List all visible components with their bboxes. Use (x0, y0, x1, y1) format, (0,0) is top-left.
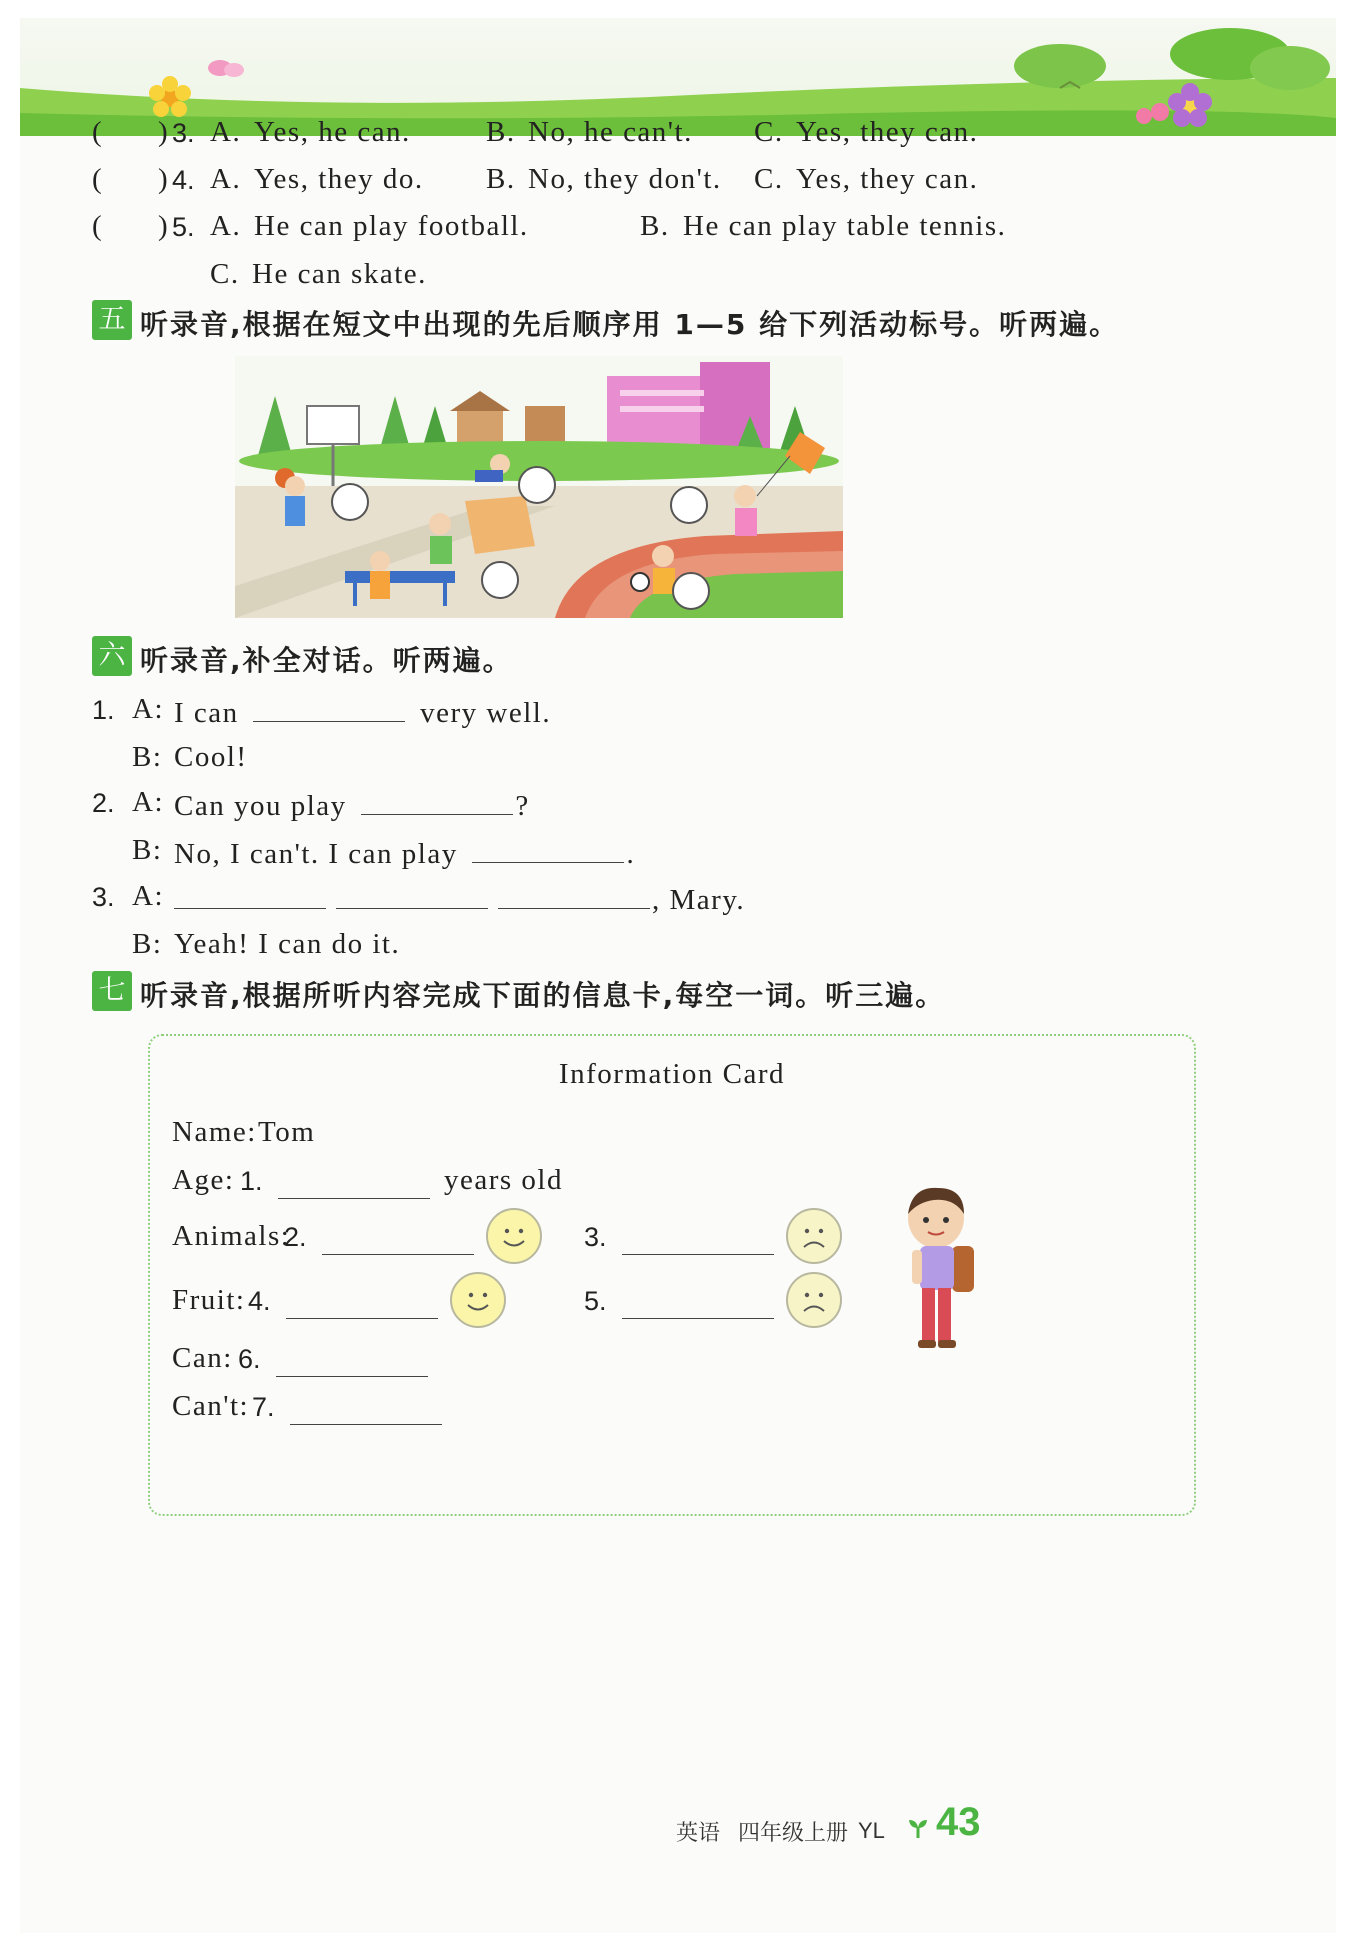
q5-option-a: He can play football. (254, 210, 529, 242)
fruit-blank-5[interactable] (622, 1290, 774, 1319)
q4-number: 4. (172, 165, 195, 195)
dialog-3-a-label: A: (132, 880, 164, 912)
playground-illustration (235, 356, 843, 618)
animals-label: Animals: (172, 1220, 291, 1252)
q4-option-a-letter: A. (210, 163, 242, 195)
q3-option-c: Yes, they can. (796, 116, 979, 148)
sad-face-icon (786, 1208, 842, 1264)
q5-paren: ( (92, 210, 104, 242)
smiley-face-icon (486, 1208, 542, 1264)
q5-number: 5. (172, 212, 195, 242)
q4-option-a: Yes, they do. (254, 163, 424, 195)
q4-paren-close: ) (158, 163, 170, 195)
section-5-title: 听录音,根据在短文中出现的先后顺序用 1—5 给下列活动标号。听两遍。 (140, 308, 1120, 341)
section-6-badge: 六 (92, 636, 132, 676)
fruit-blank-4[interactable] (286, 1290, 438, 1319)
can-number-6: 6. (238, 1344, 261, 1374)
animals-number-2: 2. (284, 1222, 307, 1252)
q3-number: 3. (172, 118, 195, 148)
section-7-badge: 七 (92, 971, 132, 1011)
dialog-1-a-label: A: (132, 693, 164, 725)
dialog-1-number: 1. (92, 695, 115, 725)
cant-label: Can't: (172, 1390, 250, 1422)
dialog-3-blank-2[interactable] (336, 880, 488, 909)
dialog-3-b-text: Yeah! I can do it. (174, 928, 401, 960)
footer-edition: YL (858, 1818, 885, 1843)
information-card (148, 1034, 1196, 1516)
age-blank[interactable] (278, 1170, 430, 1199)
dialog-2-blank-1[interactable] (361, 786, 513, 815)
animals-blank-2[interactable] (322, 1226, 474, 1255)
dialog-1-b-label: B: (132, 741, 163, 773)
dialog-3-blank-1[interactable] (174, 880, 326, 909)
name-value: Tom (258, 1116, 316, 1148)
sad-face-icon (786, 1272, 842, 1328)
can-blank-6[interactable] (276, 1348, 428, 1377)
q4-option-c-letter: C. (754, 163, 784, 195)
q3-option-b-letter: B. (486, 116, 516, 148)
dialog-2-b-label: B: (132, 834, 163, 866)
dialog-2-number: 2. (92, 788, 115, 818)
q5-option-a-letter: A. (210, 210, 242, 242)
section-5-badge: 五 (92, 300, 132, 340)
age-label: Age: (172, 1164, 235, 1196)
q3-option-c-letter: C. (754, 116, 784, 148)
dialog-3-blank-3[interactable] (498, 880, 650, 909)
footer-subject: 英语 (676, 1821, 721, 1846)
q5-paren-close: ) (158, 210, 170, 242)
q3-paren-close: ) (158, 116, 170, 148)
dialog-2-blank-2[interactable] (472, 834, 624, 863)
can-label: Can: (172, 1342, 233, 1374)
dialog-2-b-text: No, I can't. I can play . (174, 834, 635, 871)
animals-blank-3[interactable] (622, 1226, 774, 1255)
dialog-3-number: 3. (92, 882, 115, 912)
q3-paren: ( (92, 116, 104, 148)
q3-option-b: No, he can't. (528, 116, 693, 148)
footer-grade: 四年级上册 (738, 1821, 849, 1846)
name-label: Name: (172, 1116, 257, 1148)
dialog-1-b-text: Cool! (174, 741, 248, 773)
q5-option-c: He can skate. (252, 258, 427, 290)
section-6-title: 听录音,补全对话。听两遍。 (140, 644, 513, 677)
dialog-3-a-text: , Mary. (174, 880, 745, 917)
q4-paren: ( (92, 163, 104, 195)
smiley-face-icon (450, 1272, 506, 1328)
fruit-number-5: 5. (584, 1286, 607, 1316)
dialog-1-a-text: I can very well. (174, 693, 551, 730)
q4-option-b: No, they don't. (528, 163, 722, 195)
dialog-2-a-text: Can you play ? (174, 786, 530, 823)
dialog-3-b-label: B: (132, 928, 163, 960)
q4-option-c: Yes, they can. (796, 163, 979, 195)
fruit-label: Fruit: (172, 1284, 246, 1316)
section-7-title: 听录音,根据所听内容完成下面的信息卡,每空一词。听三遍。 (140, 979, 946, 1012)
card-title: Information Card (558, 1058, 786, 1090)
animals-number-3: 3. (584, 1222, 607, 1252)
age-suffix: years old (444, 1164, 563, 1196)
q5-option-b: He can play table tennis. (683, 210, 1007, 242)
q4-option-b-letter: B. (486, 163, 516, 195)
dialog-1-blank[interactable] (253, 693, 405, 722)
cant-number-7: 7. (252, 1392, 275, 1422)
age-number: 1. (240, 1166, 263, 1196)
dialog-2-a-label: A: (132, 786, 164, 818)
cant-blank-7[interactable] (290, 1396, 442, 1425)
q5-option-b-letter: B. (640, 210, 670, 242)
boy-with-backpack-illustration (894, 1184, 994, 1354)
q5-option-c-letter: C. (210, 258, 240, 290)
workbook-page (20, 18, 1336, 1933)
q3-option-a: Yes, he can. (254, 116, 411, 148)
q3-option-a-letter: A. (210, 116, 242, 148)
sprout-icon (908, 1818, 928, 1840)
fruit-number-4: 4. (248, 1286, 271, 1316)
page-number: 43 (936, 1800, 981, 1844)
